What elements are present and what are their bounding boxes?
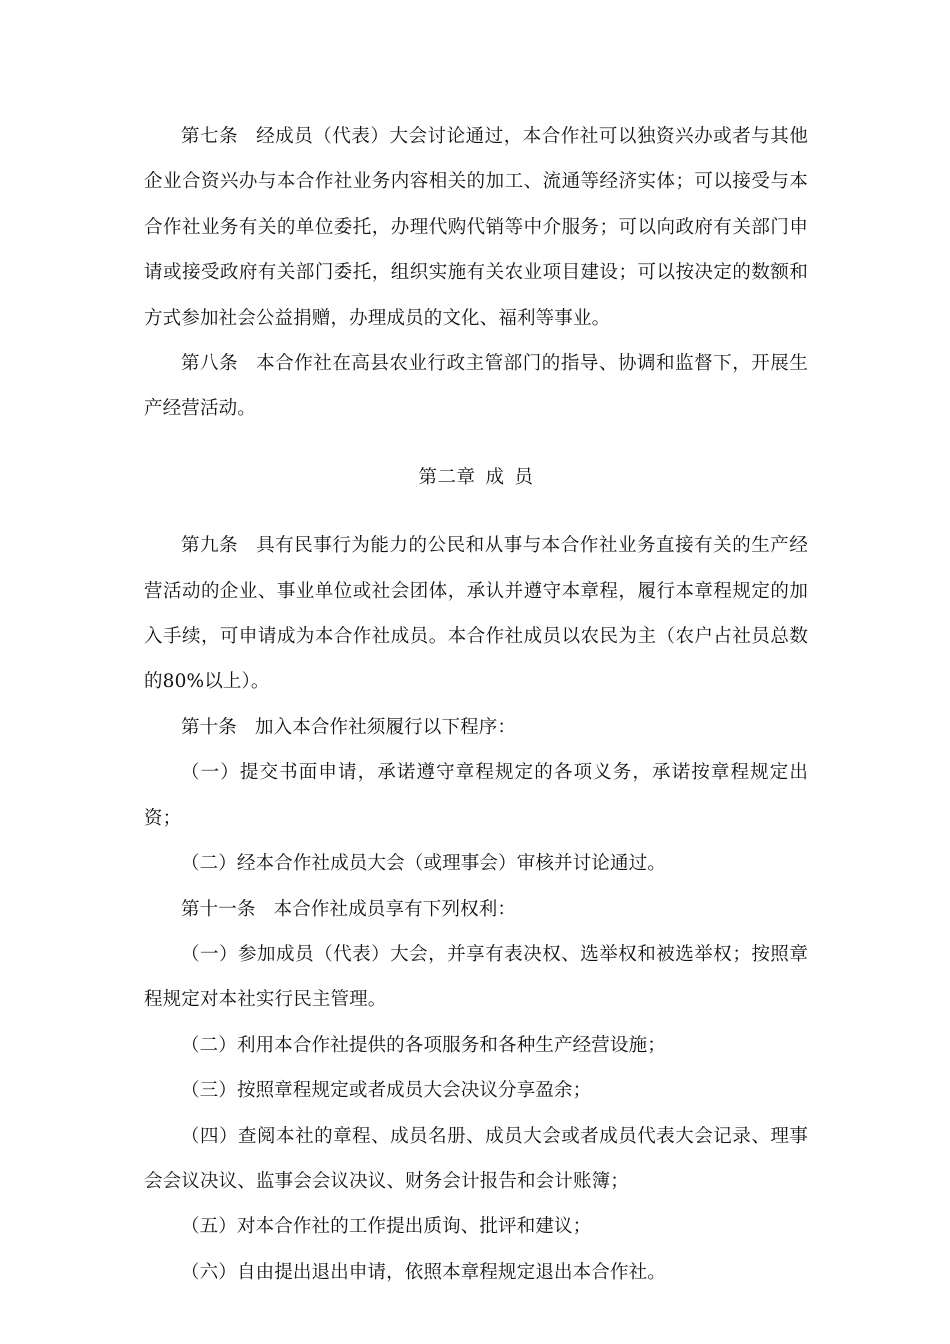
- article-10: [144, 705, 808, 750]
- article-7: [144, 114, 808, 341]
- article-11: [144, 887, 808, 932]
- article-9-number: 第九条: [181, 535, 239, 557]
- article-9: [144, 523, 808, 705]
- chapter-label: 第二章: [418, 466, 476, 488]
- article-11-item: （二）利用本合作社提供的各项服务和各种生产经营设施；: [181, 1034, 666, 1056]
- article-10-number: 第十条: [181, 716, 237, 738]
- chapter-title-part-b: 员: [514, 466, 534, 488]
- article-10-text: 加入本合作社须履行以下程序：: [254, 716, 517, 738]
- article-7-number: 第七条: [181, 126, 239, 147]
- article-11-item: （一）参加成员（代表）大会，并享有表决权、选举权和被选举权；按照章程规定对本社实行民主管理。: [144, 943, 808, 1011]
- article-11-number: 第十一条: [181, 898, 256, 920]
- article-10-item: （一）提交书面申请，承诺遵守章程规定的各项义务，承诺按章程规定出资；: [144, 762, 808, 829]
- article-11-item: （六）自由提出退出申请，依照本章程规定退出本合作社。: [181, 1261, 666, 1283]
- article-11-text: 本合作社成员享有下列权利：: [273, 898, 517, 920]
- chapter-title-part-a: 成: [485, 466, 505, 488]
- article-9-text: 具有民事行为能力的公民和从事与本合作社业务直接有关的生产经营活动的企业、事业单位或社会团体，承认并遵守本章程，履行本章程规定的加入手续，可申请成为本合作社成员。本合作社成员以农民为主（农户占社员总数的80%以上）。: [144, 535, 809, 693]
- article-8-text: 本合作社在高县农业行政主管部门的指导、协调和监督下，开展生产经营活动。: [144, 353, 809, 420]
- document-body: [144, 114, 808, 1295]
- article-10-item: （二）经本合作社成员大会（或理事会）审核并讨论通过。: [181, 853, 666, 875]
- article-8: [144, 341, 808, 432]
- article-11-item: （五）对本合作社的工作提出质询、批评和建议；: [181, 1216, 592, 1238]
- chapter-heading: [144, 455, 808, 500]
- article-11-item: （四）查阅本社的章程、成员名册、成员大会或者成员代表大会记录、理事会会议决议、监事会会议决议、财务会计报告和会计账簿；: [144, 1125, 808, 1192]
- article-7-text: 经成员（代表）大会讨论通过，本合作社可以独资兴办或者与其他企业合资兴办与本合作社业务内容相关的加工、流通等经济实体；可以接受与本合作社业务有关的单位委托，办理代购代销等中介服务；可以向政府有关部门申请或接受政府有关部门委托，组织实施有关农业项目建设；可以按决定的数额和方式参加社会公益捐赠，办理成员的文化、福利等事业。: [144, 126, 809, 329]
- article-8-number: 第八条: [181, 353, 239, 375]
- article-11-item: （三）按照章程规定或者成员大会决议分享盈余；: [181, 1080, 592, 1102]
